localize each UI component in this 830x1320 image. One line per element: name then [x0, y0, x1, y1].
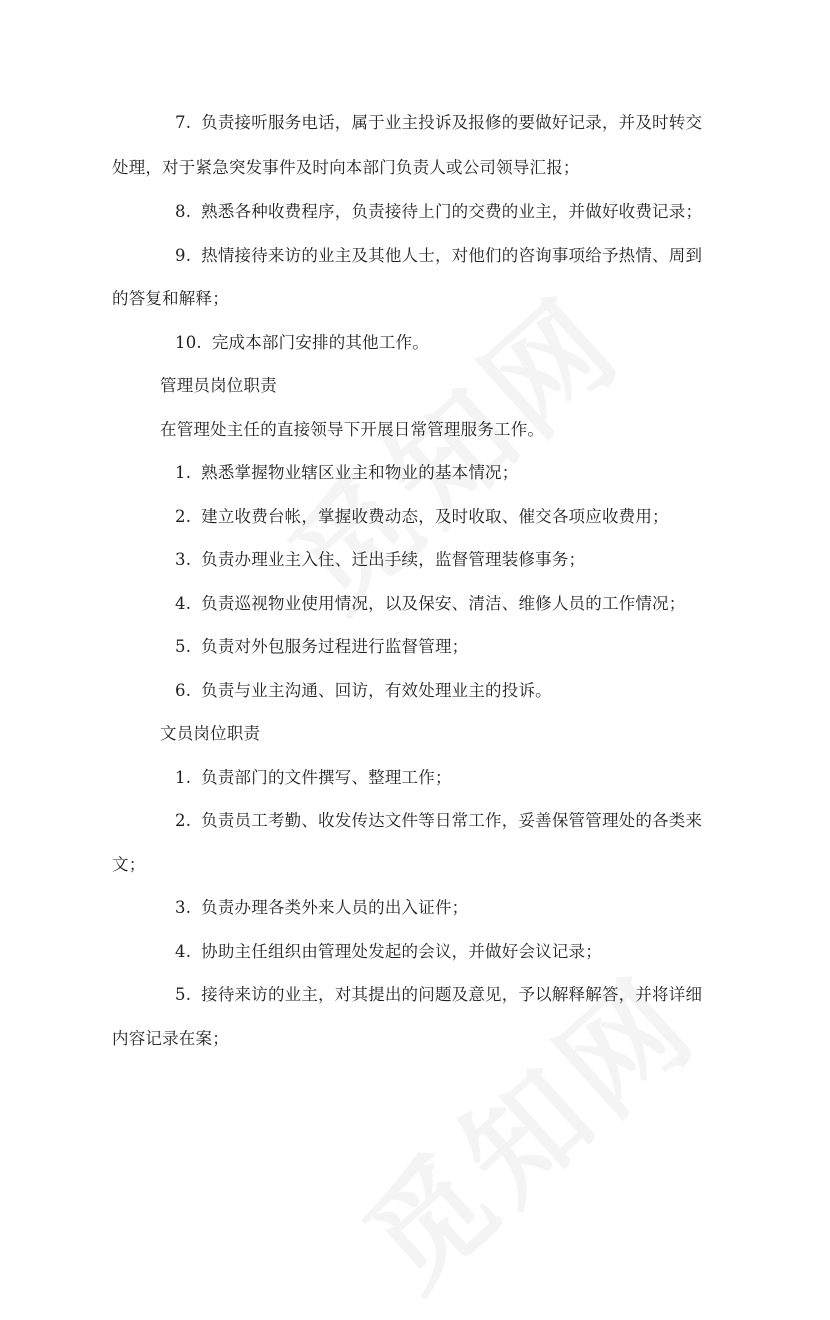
item-text: 熟悉掌握物业辖区业主和物业的基本情况； — [201, 463, 519, 482]
list-item — [175, 941, 602, 963]
list-item — [175, 506, 669, 528]
item-text: 负责接听服务电话，属于业主投诉及报修的要做好记录，并及时转交 — [201, 113, 703, 132]
item-number: 8. — [175, 202, 192, 221]
list-item — [175, 810, 702, 832]
paragraph-text: 在管理处主任的直接领导下开展日常管理服务工作。 — [160, 420, 545, 439]
list-item — [175, 897, 468, 919]
item-text: 处理，对于紧急突发事件及时向本部门负责人或公司领导汇报； — [112, 158, 580, 177]
list-item — [175, 245, 702, 267]
list-item — [175, 593, 685, 615]
item-text: 熟悉各种收费程序，负责接待上门的交费的业主，并做好收费记录； — [201, 202, 703, 221]
item-number: 1. — [175, 768, 192, 787]
item-text: 负责办理业主入住、迁出手续，监督管理装修事务； — [201, 550, 586, 569]
item-number: 3. — [175, 898, 192, 917]
section-heading — [160, 375, 277, 397]
item-text: 文； — [112, 855, 146, 874]
item-text: 负责员工考勤、收发传达文件等日常工作，妥善保管管理处的各类来 — [201, 811, 703, 830]
list-item — [175, 984, 702, 1006]
item-text: 负责部门的文件撰写、整理工作； — [201, 768, 452, 787]
item-text: 负责巡视物业使用情况，以及保安、清洁、维修人员的工作情况； — [201, 594, 686, 613]
paragraph-continuation — [112, 854, 145, 876]
list-item — [175, 462, 518, 484]
item-number: 2. — [175, 507, 192, 526]
item-text: 热情接待来访的业主及其他人士，对他们的咨询事项给予热情、周到 — [201, 246, 703, 265]
item-number: 4. — [175, 942, 192, 961]
item-number: 5. — [175, 985, 192, 1004]
item-text: 负责与业主沟通、回访，有效处理业主的投诉。 — [201, 681, 552, 700]
watermark — [248, 252, 653, 641]
paragraph-continuation — [112, 288, 229, 310]
item-number: 2. — [175, 811, 192, 830]
item-text: 完成本部门安排的其他工作。 — [211, 333, 429, 352]
item-number: 10. — [175, 333, 202, 352]
item-number: 7. — [175, 113, 192, 132]
list-item — [175, 112, 702, 134]
item-text: 建立收费台帐，掌握收费动态，及时收取、催交各项应收费用； — [201, 507, 669, 526]
item-text: 负责办理各类外来人员的出入证件； — [201, 898, 469, 917]
heading-text: 文员岗位职责 — [160, 724, 261, 743]
paragraph-continuation — [112, 157, 580, 179]
item-text: 负责对外包服务过程进行监督管理； — [201, 637, 469, 656]
item-number: 9. — [175, 246, 192, 265]
item-number: 1. — [175, 463, 192, 482]
list-item — [175, 636, 468, 658]
item-text: 接待来访的业主，对其提出的问题及意见，予以解释解答，并将详细 — [201, 985, 703, 1004]
section-heading — [160, 723, 260, 745]
paragraph-continuation — [112, 1028, 229, 1050]
item-number: 4. — [175, 594, 192, 613]
item-text: 内容记录在案； — [112, 1029, 229, 1048]
paragraph — [160, 419, 544, 441]
list-item — [175, 680, 552, 702]
item-number: 5. — [175, 637, 192, 656]
list-item — [175, 549, 585, 571]
list-item — [175, 767, 452, 789]
item-number: 6. — [175, 681, 192, 700]
heading-text: 管理员岗位职责 — [160, 376, 277, 395]
list-item — [175, 201, 702, 223]
list-item — [175, 332, 429, 354]
item-text: 协助主任组织由管理处发起的会议，并做好会议记录； — [201, 942, 602, 961]
item-number: 3. — [175, 550, 192, 569]
item-text: 的答复和解释； — [112, 289, 229, 308]
